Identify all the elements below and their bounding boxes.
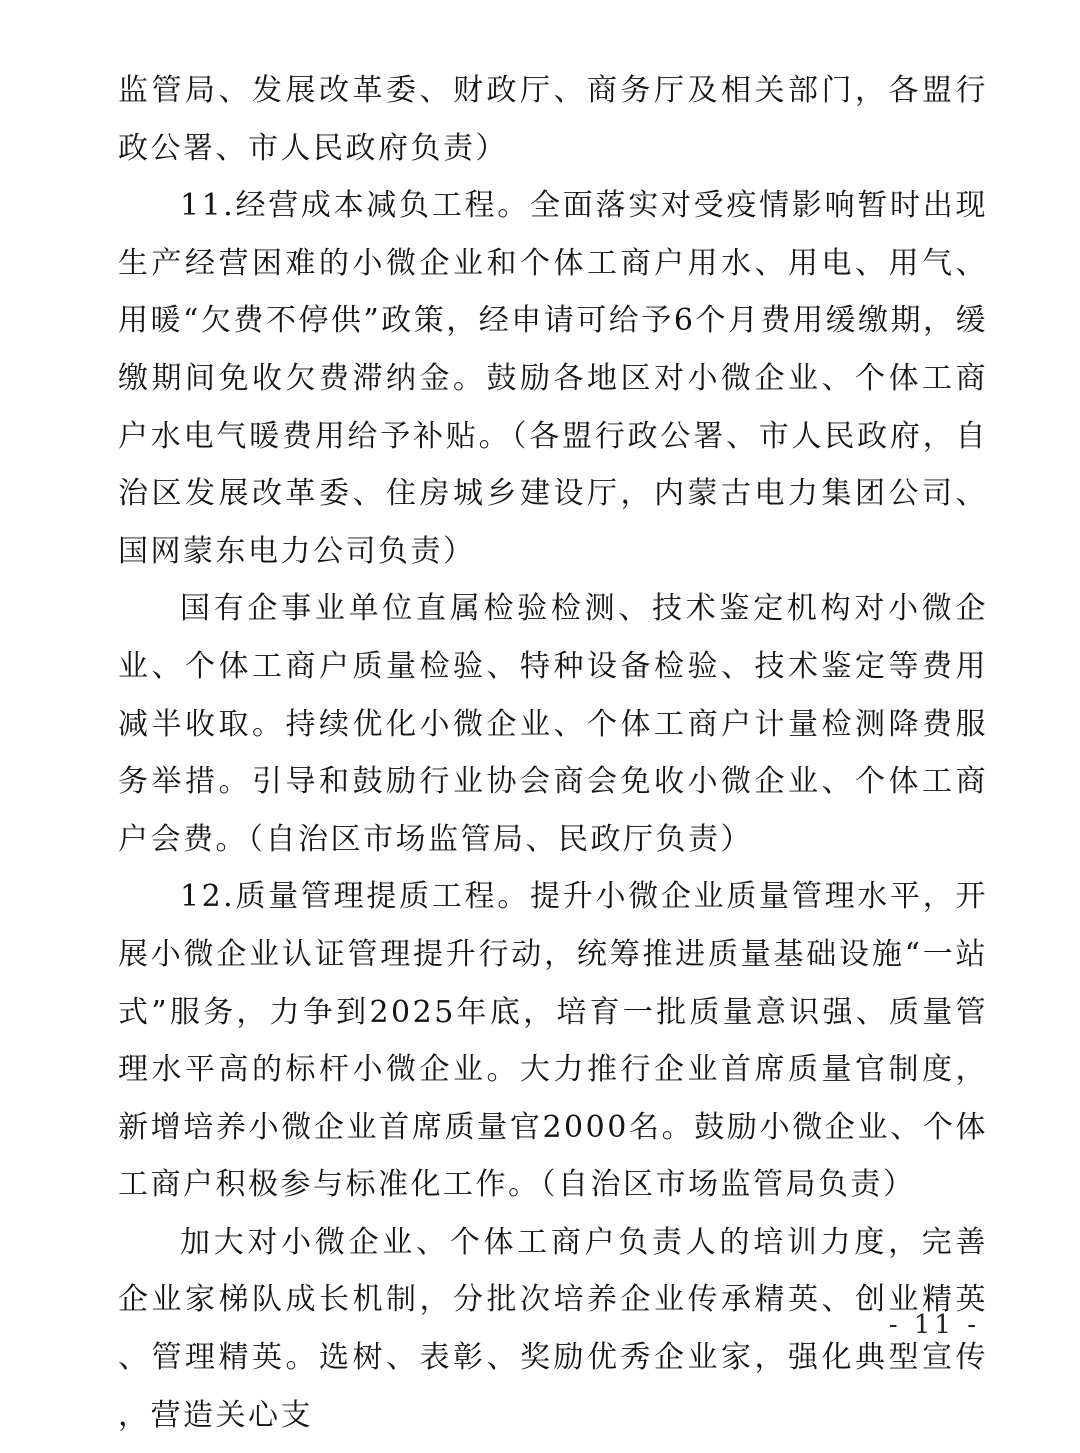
page-number: - 11 - — [888, 1310, 980, 1340]
body-text — [118, 62, 988, 1444]
paragraph-continuation: 监管局、发展改革委、财政厅、商务厅及相关部门，各盟行政公署、市人民政府负责） — [118, 73, 988, 166]
paragraph-training: 加大对小微企业、个体工商户负责人的培训力度，完善企业家梯队成长机制，分批次培养企业传承精英、创业精英、管理精英。选树、表彰、奖励优秀企业家，强化典型宣传，营造关心支 — [118, 1224, 988, 1433]
paragraph-item-11: 11.经营成本减负工程。全面落实对受疫情影响暂时出现生产经营困难的小微企业和个体工商户用水、用电、用气、用暖“欠费不停供”政策，经申请可给予6个月费用缓缴期，缓缴期间免收欠费滞纳金。鼓励各地区对小微企业、个体工商户水电气暖费用给予补贴。（各盟行政公署、市人民政府，自治区发展改革委、住房城乡建设厅，内蒙古电力集团公司、国网蒙东电力公司负责） — [118, 188, 988, 569]
paragraph-inspection-fees: 国有企事业单位直属检验检测、技术鉴定机构对小微企业、个体工商户质量检验、特种设备检验、技术鉴定等费用减半收取。持续优化小微企业、个体工商户计量检测降费服务举措。引导和鼓励行业协会商会免收小微企业、个体工商户会费。（自治区市场监管局、民政厅负责） — [118, 591, 988, 857]
paragraph-item-12: 12.质量管理提质工程。提升小微企业质量管理水平，开展小微企业认证管理提升行动，统筹推进质量基础设施“一站式”服务，力争到2025年底，培育一批质量意识强、质量管理水平高的标杆小微企业。大力推行企业首席质量官制度，新增培养小微企业首席质量官2000名。鼓励小微企业、个体工商户积极参与标准化工作。（自治区市场监管局负责） — [118, 879, 988, 1203]
